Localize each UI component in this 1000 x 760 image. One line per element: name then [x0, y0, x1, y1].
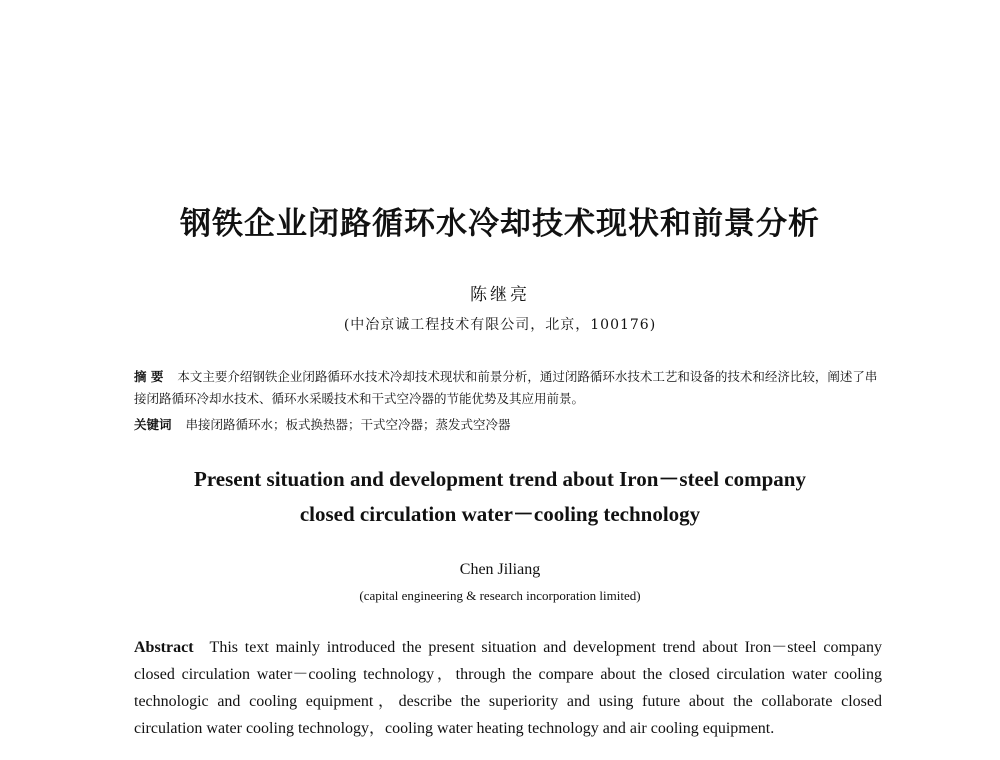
english-title-line-2: closed circulation water－cooling technology — [299, 502, 701, 526]
english-abstract — [134, 634, 882, 742]
chinese-author: 陈继亮 — [470, 285, 530, 305]
english-abstract-label: Abstract — [134, 639, 194, 656]
english-affiliation: (capital engineering & research incorporation limited) — [359, 588, 641, 603]
english-abstract-text: This text mainly introduced the present situation and development trend about Iron－steel company closed circulation water－cooling technology，through the compare about the closed circulation water cooling technologic and cooling equipment，describe the superiority and using future about the collaborate closed circulation water cooling technology，cooling water heating technology and air cooling equipment. — [134, 639, 882, 737]
chinese-abstract — [134, 366, 884, 410]
english-title — [0, 462, 1000, 532]
chinese-title: 钢铁企业闭路循环水冷却技术现状和前景分析 — [180, 206, 820, 242]
chinese-keywords-text: 串接闭路循环水；板式换热器；干式空冷器；蒸发式空冷器 — [185, 417, 511, 432]
chinese-keywords-label: 关键词 — [134, 417, 172, 432]
chinese-keywords — [134, 414, 884, 436]
chinese-affiliation: (中冶京诚工程技术有限公司，北京，100176) — [343, 317, 657, 333]
chinese-abstract-label: 摘 要 — [134, 369, 164, 384]
english-title-line-1: Present situation and development trend about Iron－steel company — [194, 467, 806, 491]
chinese-abstract-text: 本文主要介绍钢铁企业闭路循环水技术冷却技术现状和前景分析，通过闭路循环水技术工艺和设备的技术和经济比较，阐述了串接闭路循环冷却水技术、循环水采暖技术和干式空冷器的节能优势及其应用前景。 — [134, 369, 878, 406]
english-author: Chen Jiliang — [459, 561, 541, 578]
